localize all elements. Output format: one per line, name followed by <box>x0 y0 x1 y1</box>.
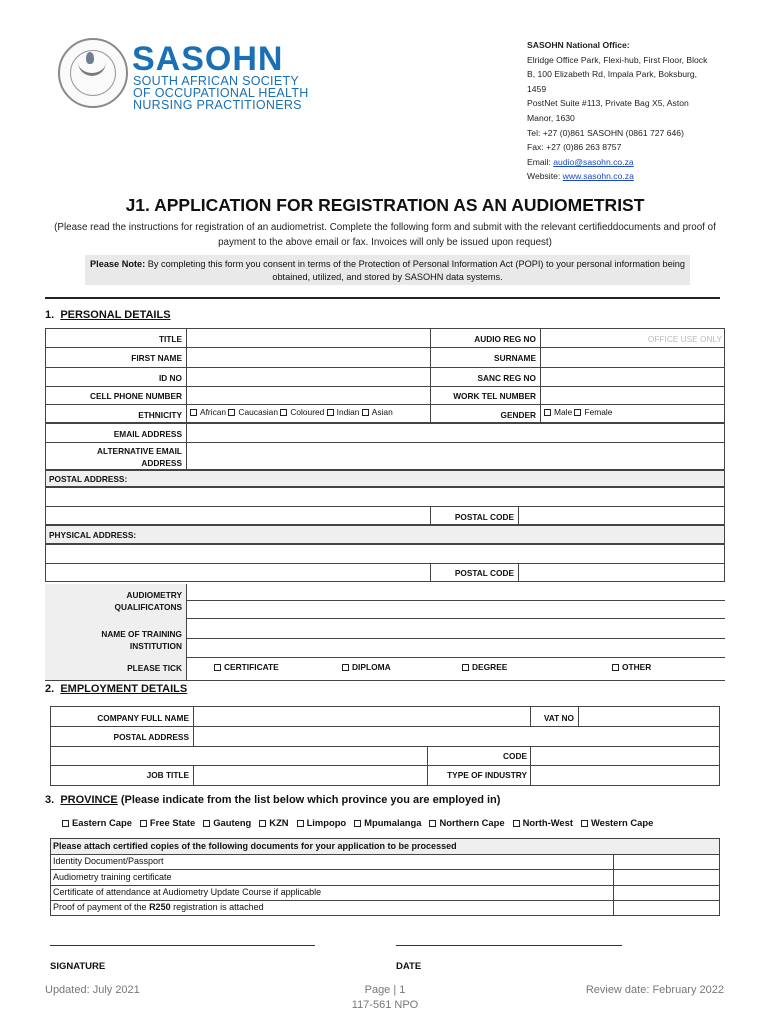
checkbox-icon <box>190 409 197 416</box>
checkbox-icon <box>297 820 304 827</box>
qualifications-label-1: AUDIOMETRY <box>126 590 182 600</box>
province-mpumalanga[interactable]: Mpumalanga <box>354 817 421 828</box>
ethnicity-african[interactable]: African <box>190 407 226 417</box>
form-title: J1. APPLICATION FOR REGISTRATION AS AN AUDIOMETRIST <box>125 195 645 215</box>
brand-sub-3: NURSING PRACTITIONERS <box>133 98 302 112</box>
checkbox-icon <box>259 820 266 827</box>
signature-label: SIGNATURE <box>50 961 106 972</box>
checkbox-icon <box>140 820 147 827</box>
doc-row: Identity Document/Passport <box>53 856 164 866</box>
tick-diploma[interactable]: DIPLOMA <box>342 662 391 672</box>
province-free-state[interactable]: Free State <box>140 817 195 828</box>
gender-male[interactable]: Male <box>544 407 572 417</box>
note-text: By completing this form you consent in terms of the Protection of Personal Information Act (POPI) to your personal information being obtained, utilized, and stored by SASOHN data systems. <box>145 259 685 282</box>
checkbox-icon <box>544 409 551 416</box>
province-eastern-cape[interactable]: Eastern Cape <box>62 817 132 828</box>
gender-options <box>544 407 612 417</box>
tick-degree[interactable]: DEGREE <box>462 662 507 672</box>
tick-certificate[interactable]: CERTIFICATE <box>214 662 279 672</box>
note-bold: Please Note: <box>90 259 146 269</box>
office-line: Fax: +27 (0)86 263 8757 <box>527 142 622 153</box>
alt-email-label-2: ADDRESS <box>141 458 182 468</box>
office-use-only: OFFICE USE ONLY <box>647 334 722 344</box>
section-2-heading: 2. EMPLOYMENT DETAILS <box>45 683 188 695</box>
province-kzn[interactable]: KZN <box>259 817 288 828</box>
page-number: Page | 1 <box>364 984 406 996</box>
employment-postal-label: POSTAL ADDRESS <box>113 732 189 742</box>
tick-other[interactable]: OTHER <box>612 662 651 672</box>
code-label: CODE <box>503 751 527 761</box>
checkbox-icon <box>203 820 210 827</box>
company-label: COMPANY FULL NAME <box>97 713 189 723</box>
province-gauteng[interactable]: Gauteng <box>203 817 251 828</box>
office-line: Tel: +27 (0)861 SASOHN (0861 727 646) <box>527 127 684 138</box>
office-line: 1459 <box>527 83 547 94</box>
surname-label: SURNAME <box>494 353 536 363</box>
ethnicity-label: ETHNICITY <box>138 410 182 420</box>
cell-label: CELL PHONE NUMBER <box>89 391 182 401</box>
institution-label-2: INSTITUTION <box>129 641 182 651</box>
brand-sub-1: SOUTH AFRICAN SOCIETY <box>133 74 300 88</box>
doc-row: Certificate of attendance at Audiometry Update Course if applicable <box>53 887 322 897</box>
doc-row: Audiometry training certificate <box>53 872 172 882</box>
review-date: Review date: February 2022 <box>585 984 724 996</box>
ethnicity-caucasian[interactable]: Caucasian <box>228 407 278 417</box>
id-no-label: ID NO <box>158 373 182 383</box>
ethnicity-coloured[interactable]: Coloured <box>280 407 324 417</box>
email-address-label: EMAIL ADDRESS <box>113 429 182 439</box>
province-options <box>62 817 653 828</box>
office-title: SASOHN National Office: <box>527 40 630 50</box>
popi-note <box>85 255 690 285</box>
checkbox-icon <box>327 409 334 416</box>
please-tick-label: PLEASE TICK <box>127 663 182 673</box>
section-3-heading: 3. PROVINCE (Please indicate from the list below which province you are employed in) <box>45 794 501 806</box>
email-label: Email: <box>527 156 551 167</box>
first-name-label: FIRST NAME <box>131 353 182 363</box>
ethnicity-indian[interactable]: Indian <box>327 407 360 417</box>
office-address-block <box>527 38 737 184</box>
doc-row-payment: Proof of payment of the R250 registration is attached <box>53 902 264 912</box>
checkbox-icon <box>228 409 235 416</box>
ethnicity-options <box>190 407 393 417</box>
brand-name: SASOHN <box>132 40 284 78</box>
physical-address-label: PHYSICAL ADDRESS: <box>49 530 137 540</box>
website-link[interactable]: www.sasohn.co.za <box>562 171 634 182</box>
brand-sub-2: OF OCCUPATIONAL HEALTH <box>133 86 309 100</box>
qualifications-label-2: QUALIFICATONS <box>114 602 182 612</box>
signature-line[interactable] <box>50 945 315 946</box>
checkbox-icon <box>62 820 69 827</box>
office-line: B, 100 Elizabeth Rd, Impala Park, Boksburg, <box>527 69 698 80</box>
date-label: DATE <box>396 961 422 972</box>
job-title-label: JOB TITLE <box>146 770 189 780</box>
date-line[interactable] <box>396 945 622 946</box>
checkbox-icon <box>280 409 287 416</box>
postal-address-label: POSTAL ADDRESS: <box>49 474 128 484</box>
gender-female[interactable]: Female <box>574 407 612 417</box>
npo-number: 117-561 NPO <box>351 999 419 1011</box>
industry-label: TYPE OF INDUSTRY <box>447 770 527 780</box>
website-label: Website: <box>527 171 561 182</box>
province-north-west[interactable]: North-West <box>513 817 573 828</box>
office-line: Manor, 1630 <box>527 112 575 123</box>
checkbox-icon <box>429 820 436 827</box>
gender-label: GENDER <box>500 410 536 420</box>
checkbox-icon <box>462 664 469 671</box>
province-northern-cape[interactable]: Northern Cape <box>429 817 504 828</box>
divider <box>45 297 720 299</box>
instructions: (Please read the instructions for registration of an audiometrist. Complete the following form and submit with the relevant certifieddocuments and proof of payment to the above email or fax. Invoices will only be issued upon request) <box>54 222 716 248</box>
checkbox-icon <box>574 409 581 416</box>
checkbox-icon <box>612 664 619 671</box>
email-link[interactable]: audio@sasohn.co.za <box>553 156 634 167</box>
postal-code-label: POSTAL CODE <box>454 512 514 522</box>
physical-code-label: POSTAL CODE <box>454 568 514 578</box>
checkbox-icon <box>513 820 520 827</box>
documents-header: Please attach certified copies of the following documents for your application to be processed <box>53 841 457 851</box>
checkbox-icon <box>354 820 361 827</box>
province-limpopo[interactable]: Limpopo <box>297 817 347 828</box>
checkbox-icon <box>214 664 221 671</box>
province-western-cape[interactable]: Western Cape <box>581 817 653 828</box>
checkbox-icon <box>581 820 588 827</box>
office-line: Elridge Office Park, Flexi-hub, First Floor, Block <box>527 54 708 65</box>
work-tel-label: WORK TEL NUMBER <box>453 391 536 401</box>
section-1-heading: 1. PERSONAL DETAILS <box>45 309 171 321</box>
alt-email-label-1: ALTERNATIVE EMAIL <box>97 446 182 456</box>
title-label: TITLE <box>158 334 182 344</box>
ethnicity-asian[interactable]: Asian <box>362 407 393 417</box>
sasohn-seal-logo <box>58 38 128 108</box>
institution-label-1: NAME OF TRAINING <box>101 629 182 639</box>
checkbox-icon <box>362 409 369 416</box>
office-line: PostNet Suite #113, Private Bag X5, Aston <box>527 98 689 109</box>
updated-date: Updated: July 2021 <box>45 984 140 996</box>
vat-label: VAT NO <box>543 713 574 723</box>
sanc-label: SANC REG NO <box>477 373 536 383</box>
audio-reg-label: AUDIO REG NO <box>474 334 536 344</box>
checkbox-icon <box>342 664 349 671</box>
